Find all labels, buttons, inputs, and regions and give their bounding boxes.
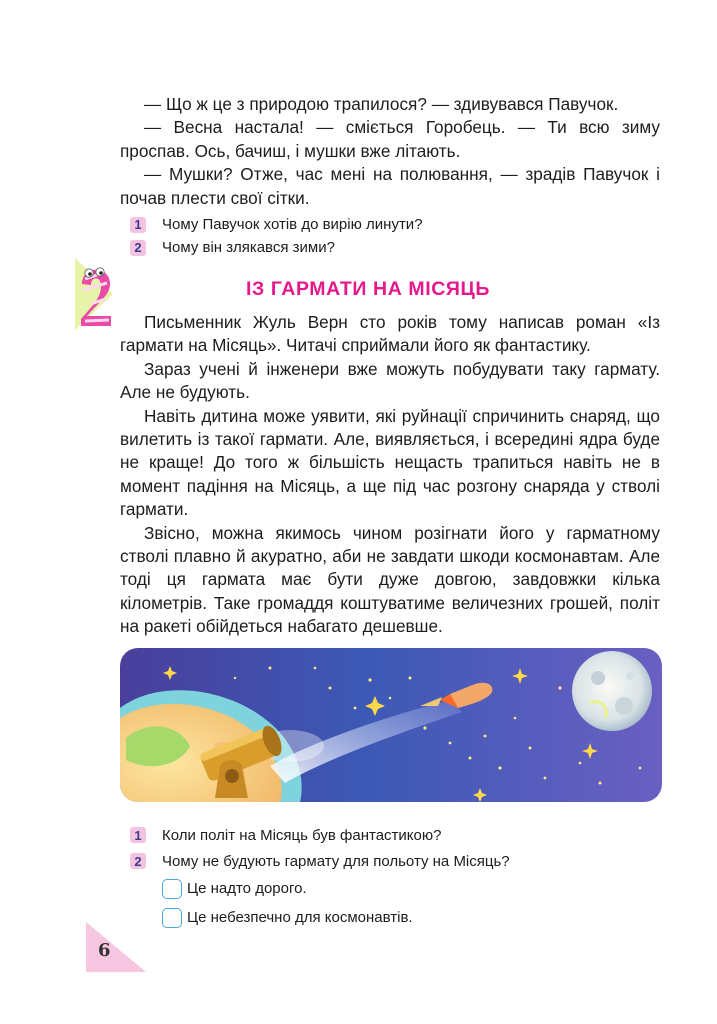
section-title: ІЗ ГАРМАТИ НА МІСЯЦЬ — [246, 278, 491, 300]
question-item — [130, 822, 510, 848]
story-paragraph: — Що ж це з природою трапилося? — здивувався Павучок. — [144, 94, 619, 114]
answer-option[interactable] — [162, 874, 413, 903]
article-paragraph: Звісно, можна якимось чином розігнати його у гарматному стволі плавно й акуратно, аби не завдати шкоди космонавтам. Але тоді ця гармата має бути дуже довгою, завдовжки кілька кілометрів. Таке громаддя коштуватиме величезних грошей, політ на ракеті обійдеться набагато дешевше. — [120, 522, 660, 637]
question-text: Чому не будують гармату для польоту на Місяць? — [162, 852, 510, 870]
cannon-moon-illustration — [120, 648, 662, 802]
answer-option-label: Це небезпечно для космонавтів. — [187, 909, 413, 926]
page-corner-triangle — [86, 922, 148, 974]
answer-option-label: Це надто дорого. — [187, 880, 307, 897]
article-text — [120, 311, 660, 639]
story-paragraph: — Мушки? Отже, час мені на полювання, — зрадів Павучок і почав плести свої сітки. — [120, 164, 660, 208]
number-two-mascot-icon — [73, 256, 117, 332]
answer-checkbox[interactable] — [162, 908, 182, 928]
question-item — [130, 213, 423, 236]
article-paragraph: Навіть дитина може уявити, які руйнації спричинить снаряд, що вилетить із такої гармати. Але, виявляється, і всередині ядра буде не краще! До того ж більшість нещасть трапиться навіть не в момент падіння на Місяць, а ще під час розгону снаряда у стволі гармати. — [120, 405, 660, 520]
question-number-badge: 2 — [130, 853, 146, 869]
article-paragraph: Письменник Жуль Верн сто років тому написав роман «Із гармати на Місяць». Читачі сприймали його як фантастику. — [120, 312, 660, 356]
article-paragraph: Зараз учені й інженери вже можуть побудувати таку гармату. Але не будують. — [120, 358, 660, 403]
question-item — [130, 848, 510, 874]
story-questions — [130, 213, 423, 259]
answer-checkbox[interactable] — [162, 879, 182, 899]
story-text — [120, 93, 660, 210]
story-paragraph: — Весна настала! — сміється Горобець. — Ти всю зиму проспав. Ось, бачиш, і мушки вже літають. — [120, 117, 660, 161]
question-item — [130, 236, 423, 259]
question-number-badge: 1 — [130, 217, 146, 233]
article-questions — [130, 822, 510, 874]
question-number-badge: 1 — [130, 827, 146, 843]
page-number: 6 — [98, 940, 111, 961]
question-text: Чому Павучок хотів до вирію линути? — [162, 216, 423, 233]
answer-option[interactable] — [162, 903, 413, 932]
moon-shape — [572, 651, 652, 731]
question-number-badge: 2 — [130, 240, 146, 256]
question-text: Коли політ на Місяць був фантастикою? — [162, 826, 442, 844]
question-text: Чому він злякався зими? — [162, 239, 335, 256]
answer-options — [162, 874, 413, 932]
